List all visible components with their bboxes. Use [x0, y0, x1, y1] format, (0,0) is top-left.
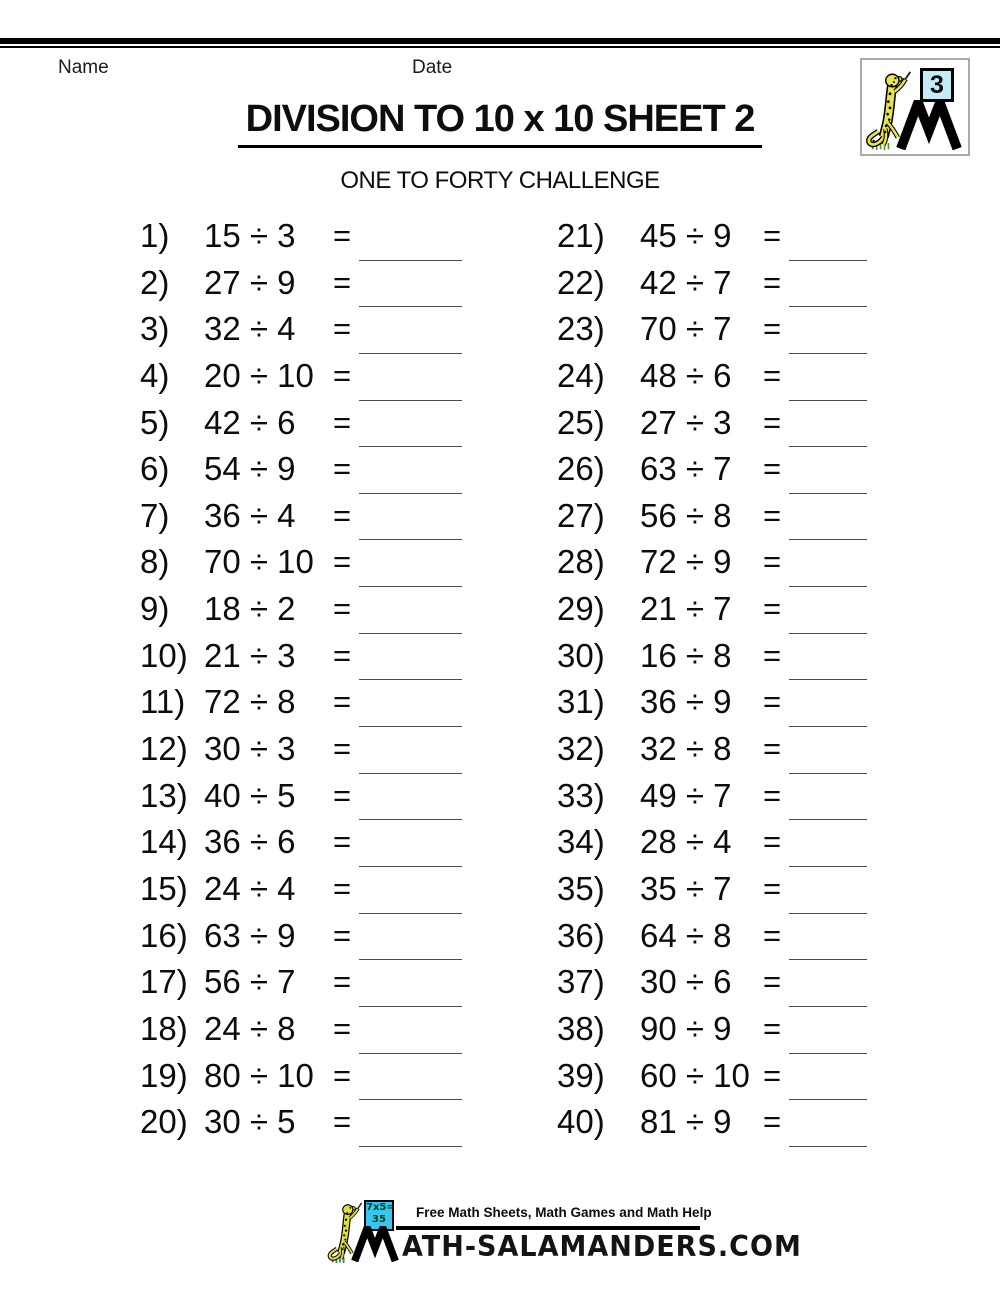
problem-row [140, 1053, 480, 1100]
problem-expression: 21 ÷ 7 [640, 590, 732, 628]
problem-expression: 24 ÷ 4 [204, 869, 296, 907]
problem-row [140, 1006, 480, 1053]
top-rule-thin [0, 46, 1000, 48]
problem-row [557, 539, 887, 586]
problem-number: 3) [140, 310, 170, 348]
problem-expression: 21 ÷ 3 [204, 636, 296, 674]
equals-sign: = [333, 1104, 352, 1140]
problem-number: 24) [557, 356, 605, 394]
problem-expression: 36 ÷ 6 [204, 823, 296, 861]
problem-expression: 32 ÷ 8 [640, 730, 732, 768]
equals-sign: = [763, 964, 782, 1000]
problem-expression: 36 ÷ 9 [640, 683, 732, 721]
problem-row [557, 306, 887, 353]
problem-expression: 30 ÷ 3 [204, 730, 296, 768]
problem-number: 39) [557, 1056, 605, 1094]
equals-sign: = [763, 917, 782, 953]
equals-sign: = [763, 637, 782, 673]
problem-row [557, 400, 887, 447]
problems-column-right [557, 213, 887, 1146]
problem-expression: 48 ÷ 6 [640, 356, 732, 394]
problem-number: 32) [557, 730, 605, 768]
problem-expression: 28 ÷ 4 [640, 823, 732, 861]
equals-sign: = [333, 544, 352, 580]
problem-number: 26) [557, 450, 605, 488]
page-title: DIVISION TO 10 x 10 SHEET 2 [238, 98, 763, 148]
problem-number: 5) [140, 403, 170, 441]
footer-m-logo-icon [349, 1226, 401, 1262]
problem-number: 16) [140, 916, 188, 954]
equals-sign: = [333, 218, 352, 253]
problem-expression: 42 ÷ 6 [204, 403, 296, 441]
problem-number: 23) [557, 310, 605, 348]
problem-number: 15) [140, 869, 188, 907]
problem-number: 38) [557, 1009, 605, 1047]
problem-row [140, 213, 480, 260]
problem-number: 36) [557, 916, 605, 954]
problem-expression: 72 ÷ 9 [640, 543, 732, 581]
problem-expression: 90 ÷ 9 [640, 1009, 732, 1047]
problem-row [557, 586, 887, 633]
problem-expression: 35 ÷ 7 [640, 869, 732, 907]
problem-row [140, 959, 480, 1006]
equals-sign: = [333, 311, 352, 347]
problem-expression: 72 ÷ 8 [204, 683, 296, 721]
problem-row [140, 539, 480, 586]
problem-row [140, 679, 480, 726]
problem-number: 21) [557, 217, 605, 254]
problem-row [140, 260, 480, 307]
equals-sign: = [763, 357, 782, 393]
problem-expression: 15 ÷ 3 [204, 217, 296, 254]
problem-number: 20) [140, 1103, 188, 1141]
problem-row [557, 493, 887, 540]
equals-sign: = [763, 544, 782, 580]
problem-row [557, 633, 887, 680]
problem-row [140, 400, 480, 447]
problem-row [140, 493, 480, 540]
equals-sign: = [763, 404, 782, 440]
problem-expression: 70 ÷ 7 [640, 310, 732, 348]
problem-number: 28) [557, 543, 605, 581]
problem-row [140, 1099, 480, 1146]
equals-sign: = [333, 1010, 352, 1046]
problem-number: 30) [557, 636, 605, 674]
problem-expression: 63 ÷ 7 [640, 450, 732, 488]
problem-row [557, 446, 887, 493]
problem-number: 9) [140, 590, 170, 628]
problem-number: 25) [557, 403, 605, 441]
problem-number: 2) [140, 263, 170, 301]
equals-sign: = [763, 311, 782, 347]
equals-sign: = [333, 264, 352, 300]
problem-expression: 56 ÷ 8 [640, 496, 732, 534]
problem-row [140, 586, 480, 633]
problem-expression: 60 ÷ 10 [640, 1056, 750, 1094]
problem-number: 8) [140, 543, 170, 581]
problem-row [140, 726, 480, 773]
equals-sign: = [763, 497, 782, 533]
problem-expression: 81 ÷ 9 [640, 1103, 732, 1141]
page-subtitle: ONE TO FORTY CHALLENGE [340, 167, 660, 194]
equals-sign: = [333, 917, 352, 953]
problem-row [557, 260, 887, 307]
problem-number: 31) [557, 683, 605, 721]
problem-expression: 36 ÷ 4 [204, 496, 296, 534]
problem-expression: 80 ÷ 10 [204, 1056, 314, 1094]
equals-sign: = [333, 777, 352, 813]
problem-expression: 64 ÷ 8 [640, 916, 732, 954]
equals-sign: = [333, 684, 352, 720]
grade-sign [920, 68, 954, 102]
equals-sign: = [333, 1057, 352, 1093]
equals-sign: = [763, 684, 782, 720]
problem-number: 40) [557, 1103, 605, 1141]
problem-number: 22) [557, 263, 605, 301]
problem-number: 37) [557, 963, 605, 1001]
footer-rule [396, 1226, 700, 1230]
problem-number: 34) [557, 823, 605, 861]
problem-row [557, 353, 887, 400]
problem-expression: 42 ÷ 7 [640, 263, 732, 301]
problem-row [140, 866, 480, 913]
problem-expression: 45 ÷ 9 [640, 217, 732, 254]
answer-blank [789, 1146, 867, 1147]
problem-number: 33) [557, 776, 605, 814]
problem-row [557, 213, 887, 260]
problem-number: 7) [140, 496, 170, 534]
equals-sign: = [333, 357, 352, 393]
footer-sign-line2: 35 [372, 1214, 386, 1225]
problem-row [140, 773, 480, 820]
equals-sign: = [333, 870, 352, 906]
problem-row [557, 866, 887, 913]
problem-number: 35) [557, 869, 605, 907]
footer-site-text: ATH-SALAMANDERS.COM [402, 1231, 802, 1264]
equals-sign: = [763, 218, 782, 253]
problem-row [557, 1006, 887, 1053]
problem-row [140, 633, 480, 680]
date-label: Date [412, 57, 453, 78]
problem-number: 14) [140, 823, 188, 861]
equals-sign: = [763, 777, 782, 813]
equals-sign: = [333, 451, 352, 487]
problem-expression: 56 ÷ 7 [204, 963, 296, 1001]
problem-number: 13) [140, 776, 188, 814]
problem-expression: 20 ÷ 10 [204, 356, 314, 394]
problem-number: 1) [140, 217, 170, 254]
problem-row [557, 726, 887, 773]
problem-row [557, 1053, 887, 1100]
equals-sign: = [333, 404, 352, 440]
grade-number: 3 [930, 71, 944, 99]
problem-expression: 16 ÷ 8 [640, 636, 732, 674]
problem-expression: 63 ÷ 9 [204, 916, 296, 954]
footer-sign-line1: 7x5= [366, 1202, 395, 1213]
problem-row [557, 679, 887, 726]
equals-sign: = [763, 1057, 782, 1093]
problem-number: 10) [140, 636, 188, 674]
equals-sign: = [763, 1104, 782, 1140]
problem-expression: 30 ÷ 6 [640, 963, 732, 1001]
equals-sign: = [763, 731, 782, 767]
equals-sign: = [333, 591, 352, 627]
problem-row [557, 773, 887, 820]
equals-sign: = [763, 591, 782, 627]
problem-expression: 70 ÷ 10 [204, 543, 314, 581]
problem-expression: 24 ÷ 8 [204, 1009, 296, 1047]
problem-expression: 30 ÷ 5 [204, 1103, 296, 1141]
problem-number: 29) [557, 590, 605, 628]
problem-row [557, 913, 887, 960]
problem-row [557, 959, 887, 1006]
problem-row [140, 446, 480, 493]
problem-number: 11) [140, 683, 186, 721]
equals-sign: = [763, 264, 782, 300]
problem-row [140, 819, 480, 866]
problems-column-left [140, 213, 480, 1146]
problem-number: 4) [140, 356, 170, 394]
problem-expression: 32 ÷ 4 [204, 310, 296, 348]
equals-sign: = [333, 637, 352, 673]
equals-sign: = [333, 824, 352, 860]
problem-expression: 18 ÷ 2 [204, 590, 296, 628]
problem-number: 17) [140, 963, 188, 1001]
problem-number: 18) [140, 1009, 188, 1047]
problem-row [557, 1099, 887, 1146]
top-rule-thick [0, 38, 1000, 44]
problem-number: 19) [140, 1056, 188, 1094]
footer-tagline: Free Math Sheets, Math Games and Math Help [416, 1205, 712, 1220]
problem-expression: 40 ÷ 5 [204, 776, 296, 814]
equals-sign: = [763, 824, 782, 860]
problem-row [557, 819, 887, 866]
problem-expression: 27 ÷ 3 [640, 403, 732, 441]
problem-number: 12) [140, 730, 188, 768]
problem-number: 27) [557, 496, 605, 534]
answer-blank [359, 1146, 462, 1147]
problem-expression: 54 ÷ 9 [204, 450, 296, 488]
equals-sign: = [763, 870, 782, 906]
problem-row [140, 306, 480, 353]
problem-row [140, 353, 480, 400]
problem-number: 6) [140, 450, 170, 488]
problem-row [140, 913, 480, 960]
equals-sign: = [763, 451, 782, 487]
equals-sign: = [333, 497, 352, 533]
name-label: Name [58, 57, 109, 78]
equals-sign: = [333, 731, 352, 767]
equals-sign: = [763, 1010, 782, 1046]
problem-expression: 49 ÷ 7 [640, 776, 732, 814]
problem-expression: 27 ÷ 9 [204, 263, 296, 301]
equals-sign: = [333, 964, 352, 1000]
